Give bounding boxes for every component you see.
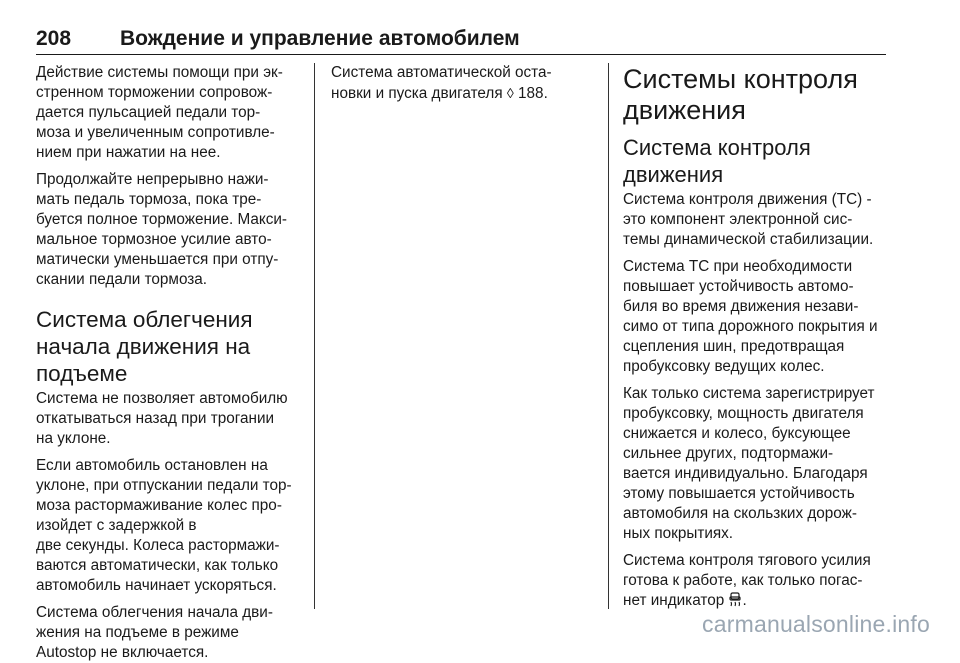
paragraph: Система не позволяет автомобилю откатываться назад при трогании на уклоне. bbox=[36, 390, 288, 447]
chapter-heading: Системы контроля движения bbox=[623, 64, 858, 125]
paragraph: Если автомобиль остановлен на уклоне, при отпускании педали тор- моза растормаживание колес про- изойдет с задержкой в две секунды. Колеса растормажи- ваются автоматически, как только автомобиль начинает ускоряться. bbox=[36, 457, 292, 594]
paragraph: Система контроля движения (TC) - это компонент электронной сис- темы динамической стабилизации. bbox=[623, 191, 874, 248]
section-heading-traction-control: Система контроля движения bbox=[623, 135, 811, 187]
column-3 bbox=[608, 63, 890, 609]
paragraph-end: . bbox=[742, 592, 747, 609]
page-number: 208 bbox=[36, 27, 72, 50]
paragraph-with-reference bbox=[331, 63, 596, 104]
running-title: Вождение и управление автомобилем bbox=[120, 27, 520, 50]
section-heading-hill-start: Система облегчения начала движения на подъеме bbox=[36, 307, 253, 386]
watermark: carmanualsonline.info bbox=[702, 611, 930, 637]
page-reference-arrow-icon: ◊ bbox=[506, 85, 514, 101]
paragraph: Система облегчения начала дви- жения на подъеме в режиме Autostop не включается. bbox=[36, 604, 273, 661]
traction-control-indicator-icon bbox=[728, 592, 742, 607]
paragraph: Как только система зарегистрирует пробуксовку, мощность двигателя снижается и колесо, буксующее сильнее других, подтормажи- вается индивидуально. Благодаря этому повышается устойчивость автомобиля на скользких дорож- ных покрытиях. bbox=[623, 385, 875, 542]
page-header bbox=[36, 22, 886, 55]
paragraph: Система TC при необходимости повышает устойчивость автомо- биля во время движения незави- симо от типа дорожного покрытия и сцепления шин, предотвращая пробуксовку ведущих колес. bbox=[623, 258, 878, 375]
page-reference-link[interactable]: 188. bbox=[513, 85, 548, 102]
paragraph-text: Система автоматической оста- новки и пуска двигателя bbox=[331, 64, 552, 102]
paragraph: Действие системы помощи при эк- стренном торможении сопровож- дается пульсацией педали тор- моза и увеличенным сопротивле- нием при нажатии на нее. bbox=[36, 64, 283, 161]
column-1 bbox=[36, 63, 302, 661]
paragraph: Продолжайте непрерывно нажи- мать педаль тормоза, пока тре- буется полное торможение. Макси- мальное тормозное усилие авто- матически уменьшается при отпу- скании педали тормоза. bbox=[36, 171, 288, 288]
column-2 bbox=[314, 63, 596, 609]
paragraph-with-icon bbox=[623, 551, 890, 611]
paragraph-text: Система контроля тягового усилия готова к работе, как только погас- нет индикатор bbox=[623, 552, 871, 609]
